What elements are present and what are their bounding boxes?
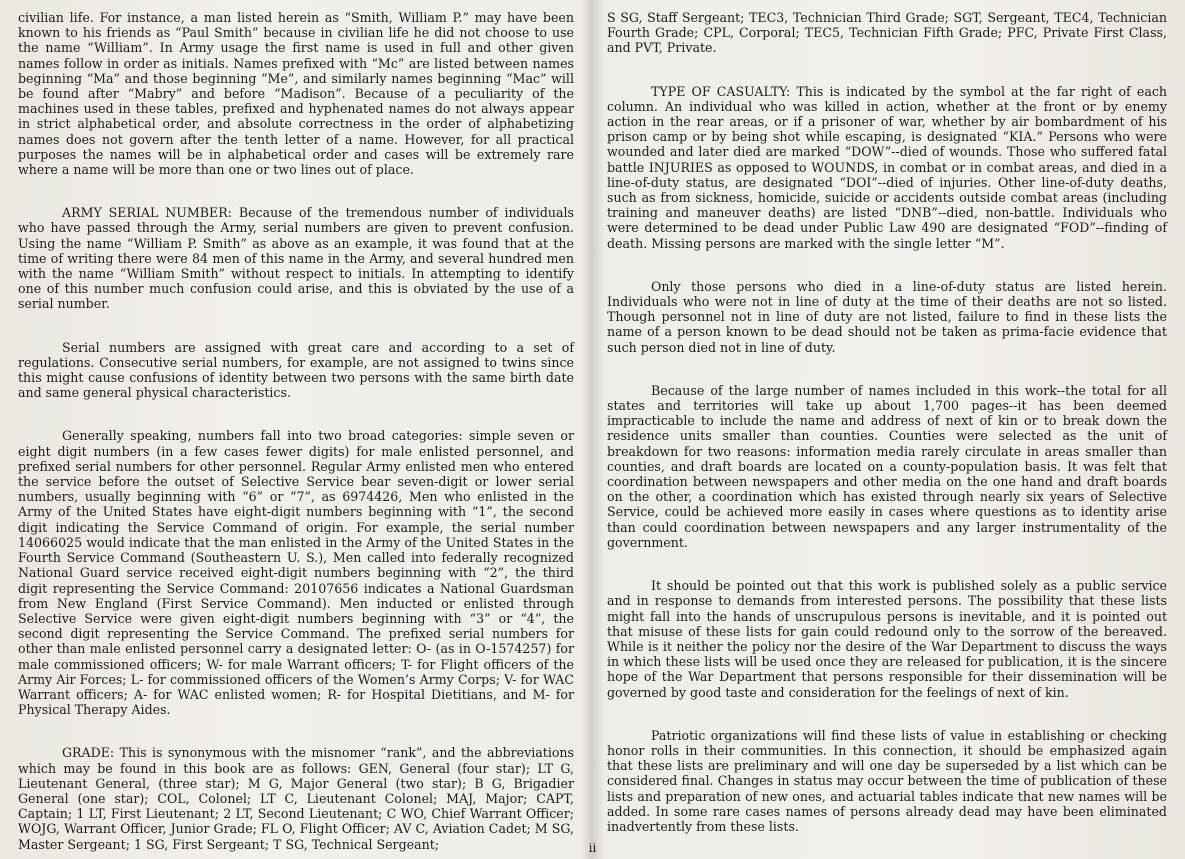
paragraph-grade-continued: S SG, Staff Sergeant; TEC3, Technician Third Grade; SGT, Sergeant, TEC4, Technician Fourth Grade; CPL, Corporal; TEC5, Technician Fifth Grade; PFC, Private First Class, and PVT, Private.: [607, 10, 1167, 56]
paragraph-line-of-duty: Only those persons who died in a line-of-duty status are listed herein. Individuals who were not in line of duty at the time of their deaths are not so listed. Though personnel not in line of duty are not listed, failure to find in these lists the name of a person known to be dead should not be taken as prima-facie evidence that such person died not in line of duty.: [607, 278, 1167, 355]
paragraph-large-number-of-names: Because of the large number of names included in this work--the total for all states and territories will take up about 1,700 pages--it has been deemed impracticable to include the name and address of next of kin or to break down the residence units smaller than counties. Counties were selected as the unit of breakdown for two reasons: information media rarely circulate in areas smaller than counties, and draft boards are located on a county-population basis. It was felt that coordination between newspapers and other media on the one hand and draft boards on the other, a coordination which has existed through nearly six years of Selective Service, could be achieved more easily in cases where questions as to identity arise than could coordination between newspapers and any larger instrumentality of the government.: [607, 382, 1167, 550]
page-number: ii: [588, 841, 597, 855]
paragraph-grade: GRADE: This is synonymous with the misnomer “rank”, and the abbreviations which may be found in this book are as follows: GEN, General (four star); LT G, Lieutenant General, (three star); M G, Major General (two star); B G, Brigadier General (one star); COL, Colonel; LT C, Lieutenant Colonel; MAJ, Major; CAPT, Captain; 1 LT, First Lieutenant; 2 LT, Second Lieutenant; C WO, Chief Warrant Officer; WOJG, Warrant Officer, Junior Grade; FL O, Flight Officer; AV C, Aviation Cadet; M SG, Master Sergeant; 1 SG, First Sergeant; T SG, Technical Sergeant;: [18, 745, 574, 852]
paragraph-patriotic-organizations: Patriotic organizations will find these lists of value in establishing or checking honor rolls in their communities. In this connection, it should be emphasized again that these lists are preliminary and will one day be superseded by a list which can be considered final. Changes in status may occur between the time of publication of these lists and preparation of new ones, and actuarial tables indicate that new names will be added. In some rare cases names of persons already dead may have been eliminated inadvertently from these lists.: [607, 727, 1167, 834]
page-footer: [0, 841, 1185, 855]
paragraph-type-of-casualty: TYPE OF CASUALTY: This is indicated by the symbol at the far right of each column. An individual who was killed in action, whether at the front or by enemy action in the rear areas, or if a prisoner of war, whether by air bombardment of his prison camp or by being shot while escaping, is designated “KIA.” Persons who were wounded and later died are marked “DOW”--died of wounds. Those who suffered fatal battle INJURIES as opposed to WOUNDS, in combat or in combat areas, and died in a line-of-duty status, are designated “DOI”--died of injuries. Other line-of-duty deaths, such as from sickness, homicide, suicide or accidents outside combat areas (including training and maneuver deaths) are listed “DNB”--died, non-battle. Individuals who were determined to be dead under Public Law 490 are designated “FOD”--finding of death. Missing persons are marked with the single letter “M”.: [607, 83, 1167, 251]
paragraph-number-categories: Generally speaking, numbers fall into two broad categories: simple seven or eight digit numbers (in a few cases fewer digits) for male enlisted personnel, and prefixed serial numbers for other personnel. Regular Army enlisted men who entered the service before the outset of Selective Service bear seven-digit or lower serial numbers, usually beginning with “6” or “7”, as 6974426, Men who enlisted in the Army of the United States have eight-digit numbers beginning with “1”, the second digit indicating the Service Command of origin. For example, the serial number 14066025 would indicate that the man enlisted in the Army of the United States in the Fourth Service Command (Southeastern U. S.), Men called into federally recognized National Guard service received eight-digit numbers beginning with “2”, the third digit representing the Service Command: 20107656 indicates a National Guardsman from New England (First Service Command). Men inducted or enlisted through Selective Service were given eight-digit numbers beginning with “3” or “4”, the second digit representing the Service Command. The prefixed serial numbers for other than male enlisted personnel carry a designated letter: O- (as in O-1574257) for male commissioned officers; W- for male Warrant officers; T- for Flight officers of the Army Air Forces; L- for commissioned officers of the Women’s Army Corps; V- for WAC Warrant officers; A- for WAC enlisted women; R- for Hospital Dietitians, and M- for Physical Therapy Aides.: [18, 428, 574, 718]
right-column: [607, 10, 1167, 834]
paragraph-public-service: It should be pointed out that this work is published solely as a public service and in response to demands from interested persons. The possibility that these lists might fall into the hands of unscrupulous persons is inevitable, and it is pointed out that misuse of these lists for gain could redound only to the sorrow of the bereaved. While is it neither the policy nor the desire of the War Department to discuss the ways in which these lists will be used once they are released for publication, it is the sincere hope of the War Department that persons responsible for their dissemination will be governed by good taste and consideration for the feelings of next of kin.: [607, 578, 1167, 700]
paragraph-serial-numbers-assigned: Serial numbers are assigned with great care and according to a set of regulations. Consecutive serial numbers, for example, are not assigned to twins since this might cause confusions of identity between two persons with the same birth date and same general physical characteristics.: [18, 339, 574, 401]
paragraph-civilian-life: civilian life. For instance, a man listed herein as “Smith, William P.” may have been known to his friends as “Paul Smith” because in civilian life he did not choose to use the name “William”. In Army usage the first name is used in full and other given names follow in order as initials. Names prefixed with “Mc” are listed between names beginning “Ma” and those beginning “Me”, and similarly names beginning “Mac” will be found after “Mabry” and before “Madison”. Because of a peculiarity of the machines used in these tables, prefixed and hyphenated names do not always appear in strict alphabetical order, and absolute correctness in the order of alphabetizing names does not govern after the tenth letter of a name. However, for all practical purposes the names will be in alphabetical order and cases will be extremely rare where a name will be more than one or two lines out of place.: [18, 10, 574, 178]
left-column: [18, 10, 574, 852]
paragraph-army-serial-number: ARMY SERIAL NUMBER: Because of the tremendous number of individuals who have passed through the Army, serial numbers are given to prevent confusion. Using the name “William P. Smith” as above as an example, it was found that at the time of writing there were 84 men of this name in the Army, and several hundred men with the name “William Smith” without respect to initials. In attempting to identify one of this number much confusion could arise, and this is obviated by the use of a serial number.: [18, 205, 574, 312]
